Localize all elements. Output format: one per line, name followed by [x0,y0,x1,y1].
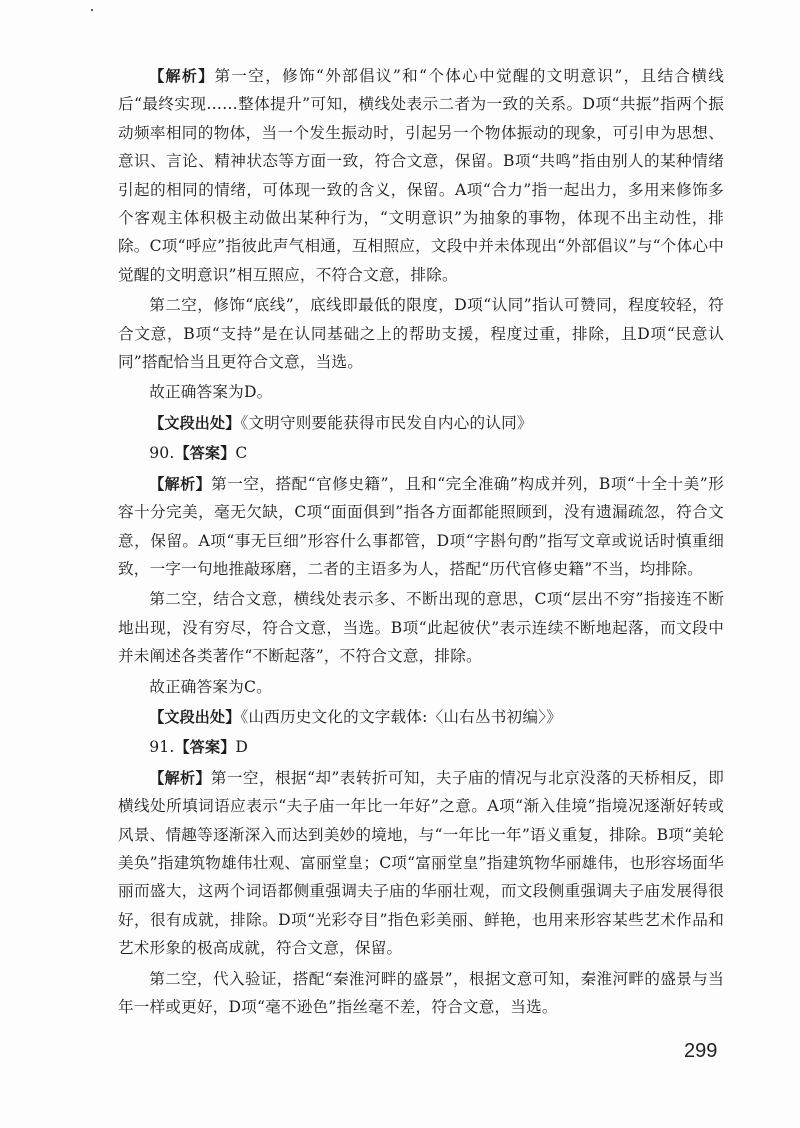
q89-second-blank: 第二空，修饰“底线”，底线即最低的限度，D项“认同”指认可赞同，程度较轻，符合文意，B项“支持”是在认同基础之上的帮助支援，程度过重，排除，且D项“民意认同”搭配恰当且更符合文意，当选。 [118,296,724,372]
q90-answer [118,439,724,467]
question-number: 91. [149,738,175,757]
answer-tag: 【答案】 [174,444,236,463]
q90-source [118,703,724,731]
analysis-tag: 【解析】 [149,67,215,85]
analysis-text: 第一空，修饰“外部倡议”和“个体心中觉醒的文明意识”，且结合横线后“最终实现……整体提升”可知，横线处表示二者为一致的关系。D项“共振”指两个振动频率相同的物体，当一个发生振动时，引起另一个物体振动的现象，可引申为思想、意识、言论、精神状态等方面一致，符合文意，保留。B项“共鸣”指由别人的某种情绪引起的相同的情绪，可体现一致的含义，保留。A项“合力”指一起出力，多用来修饰多个客观主体积极主动做出某种行为，“文明意识”为抽象的事物，体现不出主动性，排除。C项“呼应”指彼此声气相通，互相照应，文段中并未体现出“外部倡议”与“个体心中觉醒的文明意识”相互照应，不符合文意，排除。 [118,67,724,284]
answer-value: C [235,444,248,463]
q91-answer [118,733,724,761]
q90-analysis [118,470,724,584]
analysis-tag: 【解析】 [149,768,211,787]
source-text: 《山西历史文化的文字载体:〈山右丛书初编〉》 [240,707,562,726]
source-text: 《文明守则要能获得市民发自内心的认同》 [240,413,533,432]
page-body [118,62,724,1021]
q89-analysis [118,62,724,289]
question-number: 90. [149,444,175,463]
source-tag: 【文段出处】 [149,707,241,726]
q90-second-blank: 第二空，结合文意，横线处表示多、不断出现的意思，C项“层出不穷”指接连不断地出现，没有穷尽，符合文意，当选。B项“此起彼伏”表示连续不断地起落，而文段中并未阐述各类著作“不断起落”，不符合文意，排除。 [118,590,724,666]
q91-second-blank: 第二空，代入验证，搭配“秦淮河畔的盛景”，根据文意可知，秦淮河畔的盛景与当年一样或更好，D项“毫不逊色”指丝毫不差，符合文意，当选。 [118,969,724,1016]
q90-conclusion: 故正确答案为C。 [149,677,272,696]
q91-analysis [118,764,724,963]
q89-source [118,409,724,437]
page-number: 299 [684,1040,718,1062]
answer-tag: 【答案】 [174,738,236,757]
q89-conclusion: 故正确答案为D。 [149,383,273,402]
analysis-text: 第一空，搭配“官修史籍”，且和“完全准确”构成并列，B项“十全十美”形容十分完美，毫无欠缺，C项“面面俱到”指各方面都能照顾到，没有遗漏疏忽，符合文意，保留。A项“事无巨细”形容什么事都管，D项“字斟句酌”指写文章或说话时慎重细致，一字一句地推敲琢磨，二者的主语多为人，搭配“历代官修史籍”不当，均排除。 [118,474,724,578]
answer-value: D [235,738,249,757]
scan-speck [91,9,93,11]
analysis-tag: 【解析】 [149,474,212,493]
source-tag: 【文段出处】 [149,413,241,432]
analysis-text: 第一空，根据“却”表转折可知，夫子庙的情况与北京没落的天桥相反，即横线处所填词语应表示“夫子庙一年比一年好”之意。A项“渐入佳境”指境况逐渐好转或风景、情趣等逐渐深入而达到美妙的境地，与“一年比一年”语义重复，排除。B项“美轮美奂”指建筑物雄伟壮观、富丽堂皇；C项“富丽堂皇”指建筑物华丽雄伟，也形容场面华丽而盛大，这两个词语都侧重强调夫子庙的华丽壮观，而文段侧重强调夫子庙发展得很好，很有成就，排除。D项“光彩夺目”指色彩美丽、鲜艳，也用来形容某些艺术作品和艺术形象的极高成就，符合文意，保留。 [118,768,724,958]
